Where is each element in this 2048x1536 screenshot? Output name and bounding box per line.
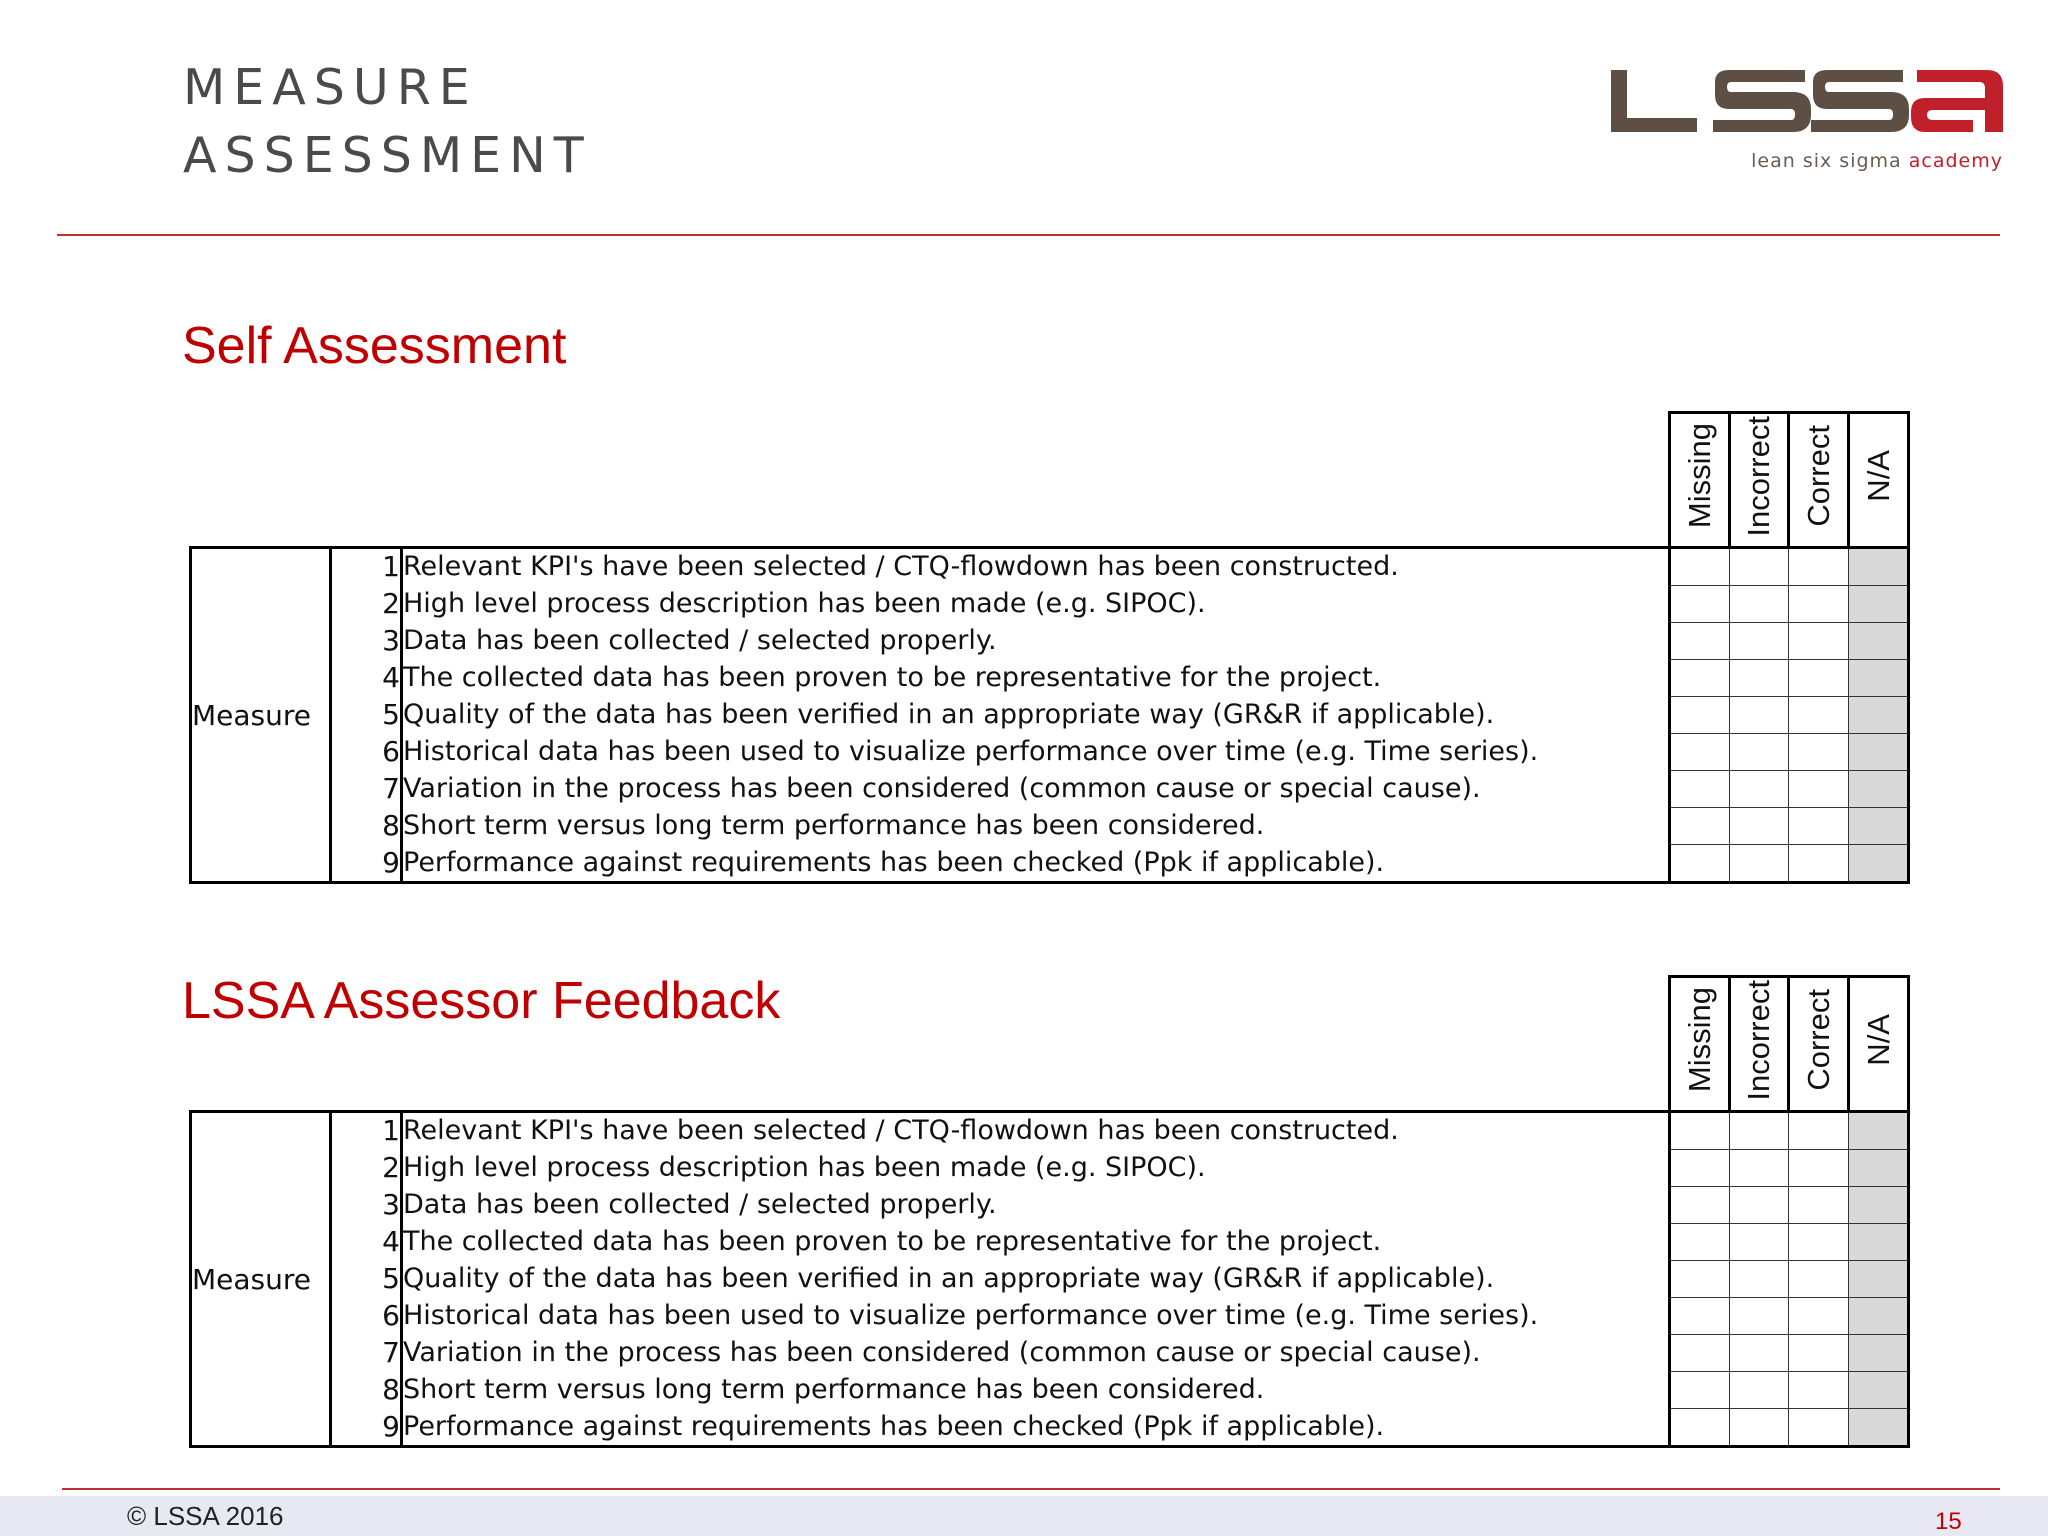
na-cell[interactable] [1849, 771, 1909, 808]
column-header-na: N/A [1849, 413, 1909, 548]
row-number: 4 [382, 661, 400, 694]
missing-cell[interactable] [1670, 1187, 1730, 1224]
row-criterion: Quality of the data has been verified in an appropriate way (GR&R if applicable). [402, 697, 1670, 734]
missing-cell[interactable] [1670, 808, 1730, 845]
missing-cell[interactable] [1670, 660, 1730, 697]
table-row [191, 1409, 1909, 1447]
page-number: 15 [1935, 1508, 1962, 1535]
na-cell[interactable] [1849, 1298, 1909, 1335]
column-header-incorrect: Incorrect [1730, 977, 1789, 1112]
row-criterion: Historical data has been used to visualize performance over time (e.g. Time series). [402, 1298, 1670, 1335]
correct-cell[interactable] [1789, 548, 1849, 586]
na-cell[interactable] [1849, 808, 1909, 845]
missing-cell[interactable] [1670, 734, 1730, 771]
correct-cell[interactable] [1789, 845, 1849, 883]
self-assessment-heading: Self Assessment [182, 317, 567, 375]
na-cell[interactable] [1849, 1112, 1909, 1150]
incorrect-cell[interactable] [1730, 1261, 1789, 1298]
incorrect-cell[interactable] [1730, 1372, 1789, 1409]
group-label: Measure [191, 548, 331, 883]
na-cell[interactable] [1849, 845, 1909, 883]
table-row [191, 1335, 1909, 1372]
incorrect-cell[interactable] [1730, 623, 1789, 660]
incorrect-cell[interactable] [1730, 1112, 1789, 1150]
row-number: 8 [382, 809, 400, 842]
missing-cell[interactable] [1670, 1298, 1730, 1335]
table-row [191, 660, 1909, 697]
missing-cell[interactable] [1670, 1335, 1730, 1372]
row-number: 3 [382, 624, 400, 657]
na-cell[interactable] [1849, 548, 1909, 586]
row-number: 2 [382, 587, 400, 620]
row-criterion: Performance against requirements has been checked (Ppk if applicable). [402, 1409, 1670, 1447]
column-header-incorrect: Incorrect [1730, 413, 1789, 548]
correct-cell[interactable] [1789, 586, 1849, 623]
copyright-text: © LSSA 2016 [127, 1501, 284, 1531]
row-criterion: The collected data has been proven to be representative for the project. [402, 660, 1670, 697]
incorrect-cell[interactable] [1730, 1298, 1789, 1335]
assessor-feedback-heading: LSSA Assessor Feedback [182, 972, 781, 1030]
row-criterion: Relevant KPI's have been selected / CTQ-flowdown has been constructed. [402, 1112, 1670, 1150]
missing-cell[interactable] [1670, 771, 1730, 808]
incorrect-cell[interactable] [1730, 1187, 1789, 1224]
missing-cell[interactable] [1670, 623, 1730, 660]
correct-cell[interactable] [1789, 1372, 1849, 1409]
missing-cell[interactable] [1670, 1261, 1730, 1298]
row-criterion: Variation in the process has been considered (common cause or special cause). [402, 1335, 1670, 1372]
row-number: 6 [382, 735, 400, 768]
group-label: Measure [191, 1112, 331, 1447]
correct-cell[interactable] [1789, 1409, 1849, 1447]
row-number: 1 [331, 1112, 402, 1150]
footer-rule [62, 1488, 2000, 1490]
incorrect-cell[interactable] [1730, 1409, 1789, 1447]
missing-cell[interactable] [1670, 1372, 1730, 1409]
row-criterion: Relevant KPI's have been selected / CTQ-flowdown has been constructed. [402, 548, 1670, 586]
table-row [191, 845, 1909, 883]
table-row [191, 623, 1909, 660]
na-cell[interactable] [1849, 697, 1909, 734]
na-cell[interactable] [1849, 1150, 1909, 1187]
column-header-correct: Correct [1789, 977, 1849, 1112]
table-row [191, 1224, 1909, 1261]
column-header-missing: Missing [1670, 413, 1730, 548]
row-criterion: Data has been collected / selected properly. [402, 1187, 1670, 1224]
missing-cell[interactable] [1670, 697, 1730, 734]
incorrect-cell[interactable] [1730, 771, 1789, 808]
correct-cell[interactable] [1789, 808, 1849, 845]
row-number: 6 [382, 1299, 400, 1332]
lssa-logo-tagline: lean six sigma academy [1751, 150, 2003, 172]
row-criterion: Short term versus long term performance has been considered. [402, 1372, 1670, 1409]
na-cell[interactable] [1849, 1224, 1909, 1261]
na-cell[interactable] [1849, 734, 1909, 771]
row-number: 8 [382, 1373, 400, 1406]
correct-cell[interactable] [1789, 771, 1849, 808]
table-row [191, 1261, 1909, 1298]
row-number: 5 [382, 698, 400, 731]
correct-cell[interactable] [1789, 623, 1849, 660]
incorrect-cell[interactable] [1730, 845, 1789, 883]
table-row [191, 771, 1909, 808]
correct-cell[interactable] [1789, 734, 1849, 771]
missing-cell[interactable] [1670, 548, 1730, 586]
correct-cell[interactable] [1789, 1187, 1849, 1224]
row-criterion: Variation in the process has been considered (common cause or special cause). [402, 771, 1670, 808]
na-cell[interactable] [1849, 1372, 1909, 1409]
na-cell[interactable] [1849, 586, 1909, 623]
incorrect-cell[interactable] [1730, 548, 1789, 586]
row-criterion: Performance against requirements has been checked (Ppk if applicable). [402, 845, 1670, 883]
row-number: 1 [331, 548, 402, 586]
missing-cell[interactable] [1670, 1112, 1730, 1150]
correct-cell[interactable] [1789, 660, 1849, 697]
incorrect-cell[interactable] [1730, 734, 1789, 771]
table-row [191, 734, 1909, 771]
correct-cell[interactable] [1789, 1261, 1849, 1298]
row-number: 7 [382, 772, 400, 805]
na-cell[interactable] [1849, 1187, 1909, 1224]
row-criterion: Data has been collected / selected properly. [402, 623, 1670, 660]
incorrect-cell[interactable] [1730, 1224, 1789, 1261]
column-header-missing: Missing [1670, 977, 1730, 1112]
missing-cell[interactable] [1670, 845, 1730, 883]
row-criterion: Quality of the data has been verified in an appropriate way (GR&R if applicable). [402, 1261, 1670, 1298]
correct-cell[interactable] [1789, 1224, 1849, 1261]
correct-cell[interactable] [1789, 1112, 1849, 1150]
footer-band [0, 1496, 2048, 1536]
row-number: 3 [382, 1188, 400, 1221]
lssa-logo [1605, 62, 2005, 177]
column-header-na: N/A [1849, 977, 1909, 1112]
table-row [191, 548, 1909, 586]
na-cell[interactable] [1849, 1261, 1909, 1298]
row-number: 4 [382, 1225, 400, 1258]
page-title-line-2: ASSESSMENT [183, 127, 592, 184]
incorrect-cell[interactable] [1730, 1335, 1789, 1372]
row-criterion: Historical data has been used to visualize performance over time (e.g. Time series). [402, 734, 1670, 771]
missing-cell[interactable] [1670, 586, 1730, 623]
page-title-line-1: MEASURE [183, 59, 478, 116]
header-rule [57, 234, 2000, 236]
assessor-feedback-table [189, 975, 1910, 1448]
table-row [191, 1372, 1909, 1409]
incorrect-cell[interactable] [1730, 586, 1789, 623]
row-number: 9 [331, 1409, 402, 1447]
self-assessment-table [189, 411, 1910, 884]
table-row [191, 697, 1909, 734]
lssa-logo-wordmark [1605, 62, 2005, 142]
na-cell[interactable] [1849, 660, 1909, 697]
row-number: 9 [331, 845, 402, 883]
correct-cell[interactable] [1789, 1298, 1849, 1335]
correct-cell[interactable] [1789, 1150, 1849, 1187]
row-number: 5 [382, 1262, 400, 1295]
table-row [191, 1112, 1909, 1150]
row-number: 2 [382, 1151, 400, 1184]
row-criterion: Short term versus long term performance has been considered. [402, 808, 1670, 845]
table-row [191, 1150, 1909, 1187]
correct-cell[interactable] [1789, 1335, 1849, 1372]
table-row [191, 1187, 1909, 1224]
table-row [191, 1298, 1909, 1335]
table-row [191, 808, 1909, 845]
column-header-correct: Correct [1789, 413, 1849, 548]
row-criterion: The collected data has been proven to be representative for the project. [402, 1224, 1670, 1261]
na-cell[interactable] [1849, 1335, 1909, 1372]
incorrect-cell[interactable] [1730, 660, 1789, 697]
table-row [191, 586, 1909, 623]
na-cell[interactable] [1849, 1409, 1909, 1447]
row-number: 7 [382, 1336, 400, 1369]
missing-cell[interactable] [1670, 1150, 1730, 1187]
incorrect-cell[interactable] [1730, 697, 1789, 734]
missing-cell[interactable] [1670, 1224, 1730, 1261]
incorrect-cell[interactable] [1730, 808, 1789, 845]
missing-cell[interactable] [1670, 1409, 1730, 1447]
incorrect-cell[interactable] [1730, 1150, 1789, 1187]
row-criterion: High level process description has been made (e.g. SIPOC). [402, 1150, 1670, 1187]
na-cell[interactable] [1849, 623, 1909, 660]
row-criterion: High level process description has been made (e.g. SIPOC). [402, 586, 1670, 623]
correct-cell[interactable] [1789, 697, 1849, 734]
